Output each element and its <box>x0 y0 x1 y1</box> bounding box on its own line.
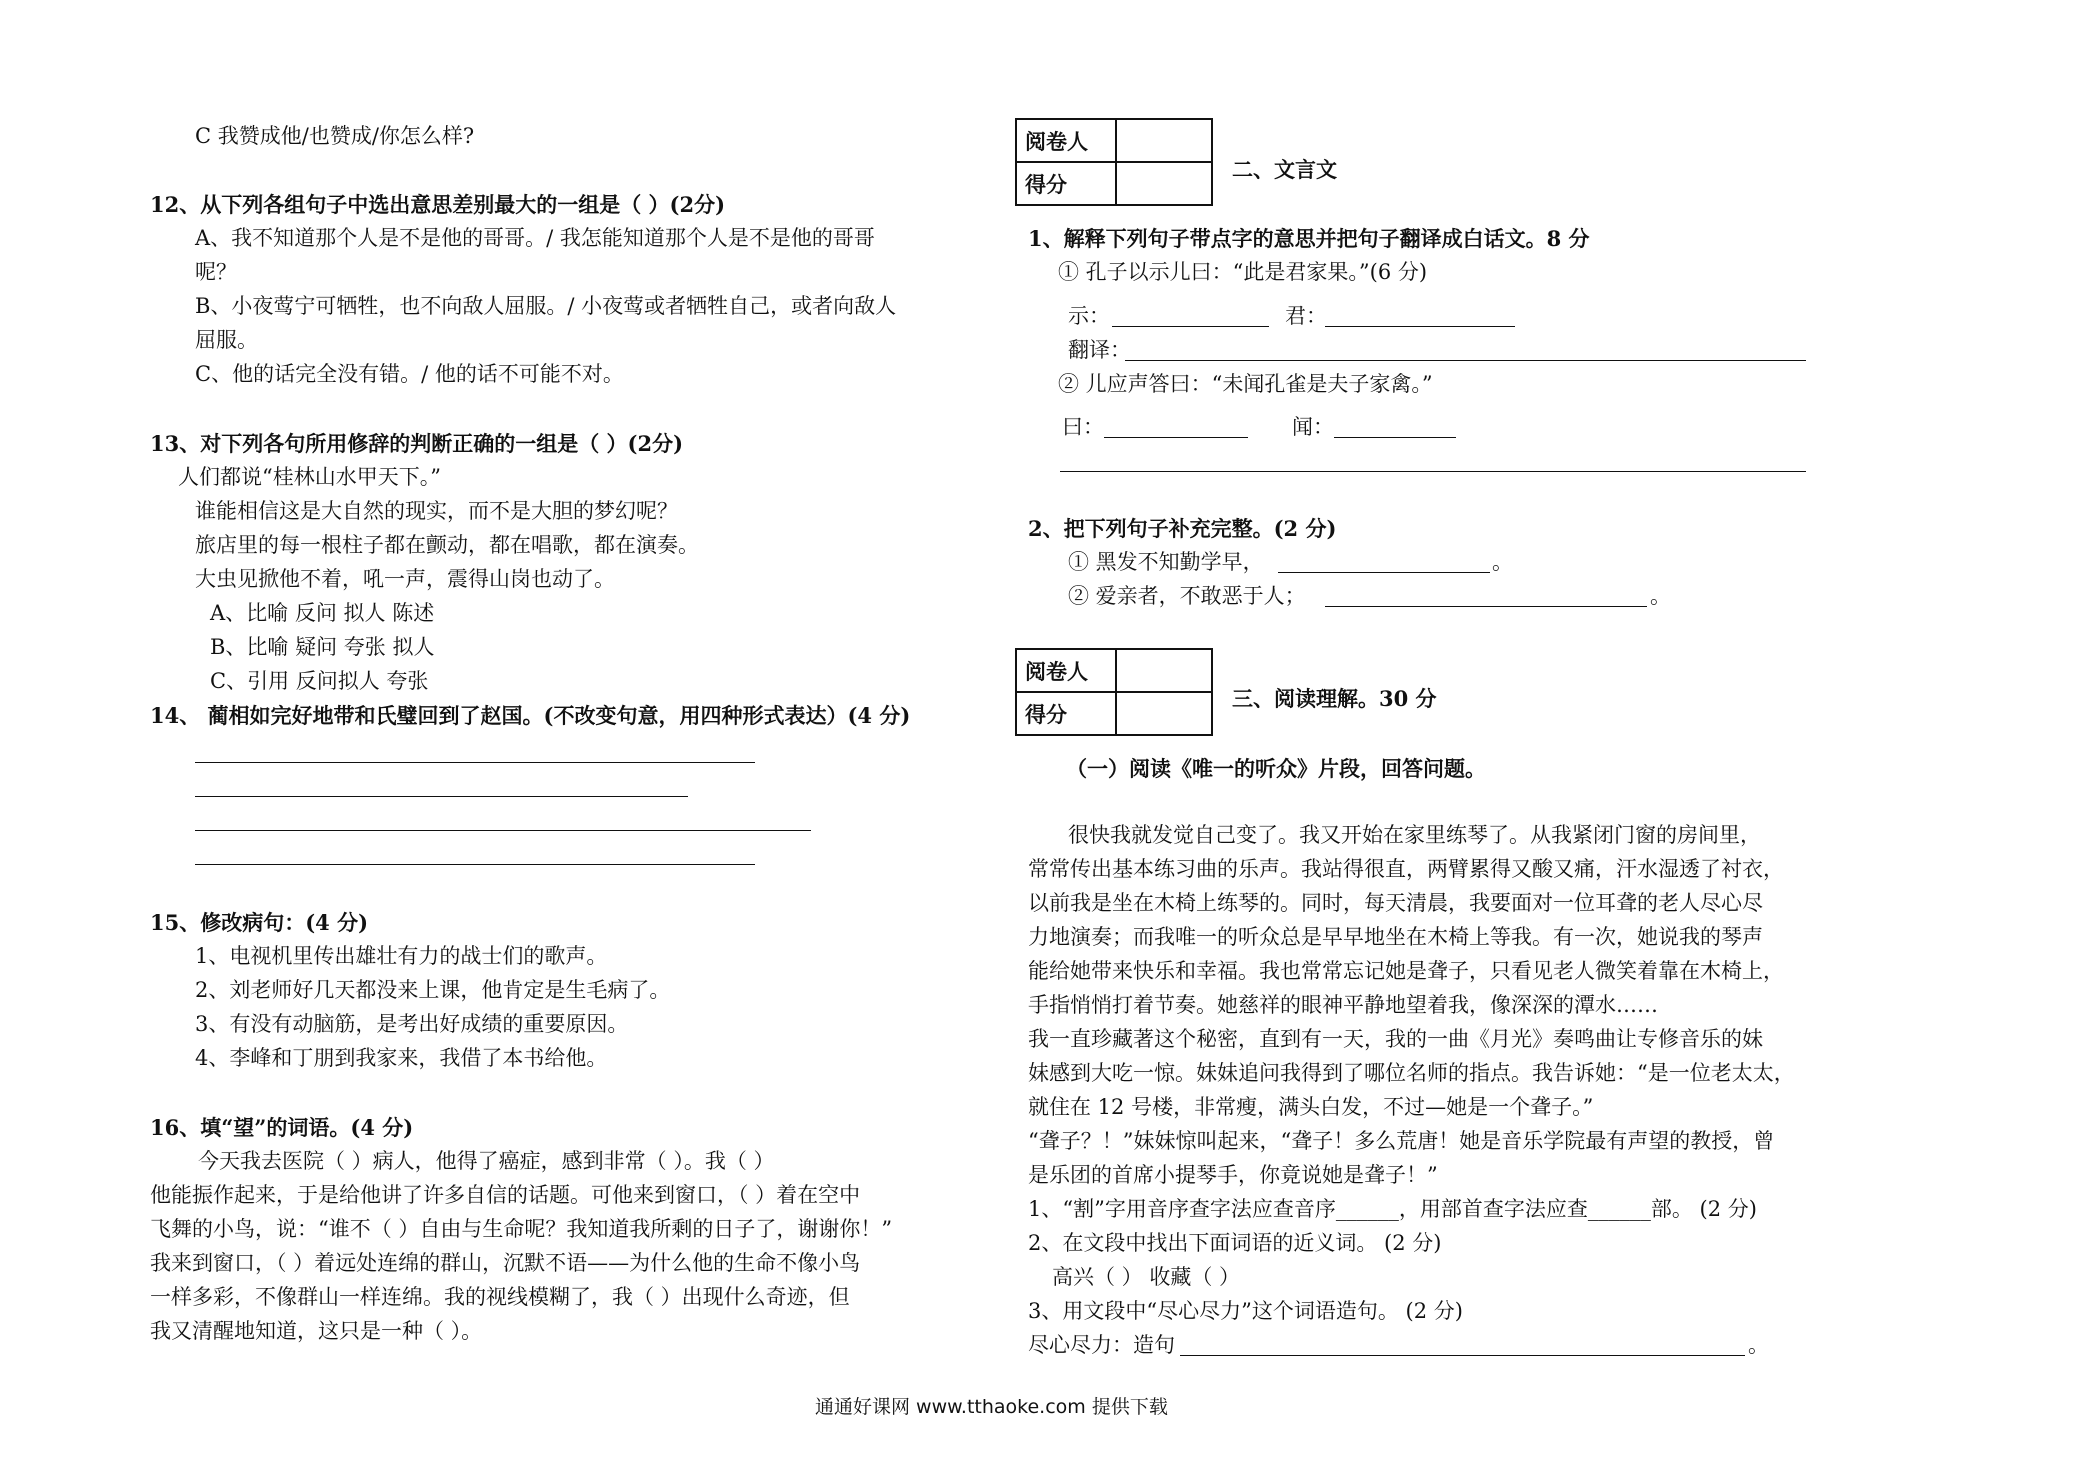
passage-line-1: 很快我就发觉自己变了。我又开始在家里练琴了。从我紧闭门窗的房间里， <box>1068 823 1761 847</box>
wen-label: 闻： <box>1292 415 1334 439</box>
q13-option-b: B、比喻 疑问 夸张 拟人 <box>210 635 435 659</box>
passage-line-2: 常常传出基本练习曲的乐声。我站得很直，两臂累得又酸又痛，汗水湿透了衬衣， <box>1028 857 1784 881</box>
score-label: 得分 <box>1016 162 1116 205</box>
q16-title: 16、填“望”的词语。(4 分) <box>150 1115 414 1140</box>
wen-answer-line[interactable] <box>1334 437 1456 438</box>
q15-sentence-4: 4、李峰和丁朋到我家来，我借了本书给他。 <box>195 1046 608 1070</box>
q14-title: 14、 蔺相如完好地带和氏璧回到了赵国。(不改变句意，用四种形式表达）(4 分) <box>150 703 911 728</box>
passage-line-9: 就住在 12 号楼，非常瘦，满头白发，不过—她是一个聋子。” <box>1028 1095 1594 1119</box>
passage-line-5: 能给她带来快乐和幸福。我也常常忘记她是聋子，只看见老人微笑着靠在木椅上， <box>1028 959 1784 983</box>
classical-q2-sentence-2: ② 爱亲者，不敢恶于人； <box>1068 584 1306 608</box>
passage-line-8: 妹感到大吃一惊。妹妹追问我得到了哪位名师的指点。我告诉她：“是一位老太太， <box>1028 1061 1795 1085</box>
shi-label: 示： <box>1068 304 1110 328</box>
q12-option-a: A、我不知道那个人是不是他的哥哥。/ 我怎能知道那个人是不是他的哥哥 <box>195 226 875 250</box>
reading-passage-title: （一）阅读《唯一的听众》片段，回答问题。 <box>1066 756 1486 781</box>
reading-q1: 1、“割”字用音序查字法应查音序______，用部首查字法应查______部。 (2 分) <box>1028 1197 1757 1221</box>
reviewer-cell[interactable] <box>1116 649 1212 692</box>
score-label: 得分 <box>1016 692 1116 735</box>
yue-answer-line[interactable] <box>1104 437 1248 438</box>
q14-answer-line-3[interactable] <box>195 830 811 831</box>
shi-answer-line[interactable] <box>1112 326 1269 327</box>
jun-label: 君： <box>1285 304 1327 328</box>
score-table-1 <box>1015 118 1213 206</box>
q16-line-3: 飞舞的小鸟，说：“谁不（ ）自由与生命呢？我知道我所剩的日子了，谢谢你！” <box>150 1217 893 1241</box>
q16-line-2: 他能振作起来，于是给他讲了许多自信的话题。可他来到窗口，（ ）着在空中 <box>150 1183 861 1207</box>
section-3-title: 三、阅读理解。30 分 <box>1232 686 1437 711</box>
score-table-2 <box>1015 648 1213 736</box>
reading-q2-words: 高兴（ ） 收藏（ ） <box>1052 1265 1241 1289</box>
q13-sentence-3: 旅店里的每一根柱子都在颤动，都在唱歌，都在演奏。 <box>195 533 699 557</box>
q2-end-1: 。 <box>1492 550 1513 574</box>
q13-sentence-2: 谁能相信这是大自然的现实，而不是大胆的梦幻呢？ <box>195 499 678 523</box>
classical-q1-sentence-2: ② 儿应声答曰：“未闻孔雀是夫子家禽。” <box>1058 372 1433 396</box>
reading-q3-prompt: 尽心尽力：造句 <box>1028 1333 1175 1357</box>
q2-end-2: 。 <box>1650 584 1671 608</box>
q12-option-b: B、小夜莺宁可牺牲，也不向敌人屈服。/ 小夜莺或者牺牲自己，或者向敌人 <box>195 294 897 318</box>
reading-q2: 2、在文段中找出下面词语的近义词。 (2 分) <box>1028 1231 1442 1255</box>
q15-sentence-2: 2、刘老师好几天都没来上课，他肯定是生毛病了。 <box>195 978 671 1002</box>
q13-option-c: C、引用 反问拟人 夸张 <box>210 669 429 693</box>
q12-title: 12、从下列各组句子中选出意思差别最大的一组是（ ）(2分) <box>150 192 726 217</box>
q13-title: 13、对下列各句所用修辞的判断正确的一组是（ ）(2分) <box>150 431 684 456</box>
q13-sentence-1: 人们都说“桂林山水甲天下。” <box>178 465 441 489</box>
q2-answer-line-2[interactable] <box>1325 606 1647 607</box>
q12-option-c: C、他的话完全没有错。/ 他的话不可能不对。 <box>195 362 624 386</box>
score-cell[interactable] <box>1116 692 1212 735</box>
translation-label: 翻译： <box>1068 338 1131 362</box>
q13-option-a: A、比喻 反问 拟人 陈述 <box>210 601 435 625</box>
q2-answer-line-1[interactable] <box>1278 572 1490 573</box>
classical-q1-title: 1、解释下列句子带点字的意思并把句子翻译成白话文。8 分 <box>1028 226 1590 251</box>
q12-option-b-cont: 屈服。 <box>195 328 258 352</box>
reviewer-label: 阅卷人 <box>1016 119 1116 162</box>
reviewer-label: 阅卷人 <box>1016 649 1116 692</box>
q16-line-6: 我又清醒地知道，这只是一种（ ）。 <box>150 1319 483 1343</box>
q14-answer-line-1[interactable] <box>195 762 755 763</box>
passage-line-3: 以前我是坐在木椅上练琴的。同时，每天清晨，我要面对一位耳聋的老人尽心尽 <box>1028 891 1763 915</box>
page-footer: 通通好课网 www.tthaoke.com 提供下载 <box>815 1396 1168 1418</box>
jun-answer-line[interactable] <box>1325 326 1515 327</box>
yue-label: 曰： <box>1062 415 1104 439</box>
translation-answer-line-2[interactable] <box>1060 471 1806 472</box>
reading-q3: 3、用文段中“尽心尽力”这个词语造句。 (2 分) <box>1028 1299 1463 1323</box>
q15-sentence-3: 3、有没有动脑筋，是考出好成绩的重要原因。 <box>195 1012 629 1036</box>
classical-q2-title: 2、把下列句子补充完整。(2 分) <box>1028 516 1337 541</box>
q16-line-1: 今天我去医院（ ）病人，他得了癌症，感到非常（ ）。我（ ） <box>198 1149 775 1173</box>
q11-option-c: C 我赞成他/也赞成/你怎么样? <box>195 124 475 148</box>
passage-line-7: 我一直珍藏著这个秘密，直到有一天，我的一曲《月光》奏鸣曲让专修音乐的妹 <box>1028 1027 1763 1051</box>
q12-option-a-cont: 呢？ <box>195 260 237 284</box>
section-2-title: 二、文言文 <box>1232 157 1337 182</box>
reviewer-cell[interactable] <box>1116 119 1212 162</box>
q13-sentence-4: 大虫见掀他不着，吼一声，震得山岗也动了。 <box>195 567 615 591</box>
passage-line-10: “聋子？！”妹妹惊叫起来，“聋子！多么荒唐！她是音乐学院最有声望的教授，曾 <box>1028 1129 1775 1153</box>
passage-line-6: 手指悄悄打着节奏。她慈祥的眼神平静地望着我，像深深的潭水…… <box>1028 993 1658 1017</box>
q15-sentence-1: 1、电视机里传出雄壮有力的战士们的歌声。 <box>195 944 608 968</box>
q14-answer-line-2[interactable] <box>195 796 688 797</box>
q16-line-5: 一样多彩，不像群山一样连绵。我的视线模糊了，我（ ）出现什么奇迹，但 <box>150 1285 850 1309</box>
score-cell[interactable] <box>1116 162 1212 205</box>
classical-q2-sentence-1: ① 黑发不知勤学早， <box>1068 550 1264 574</box>
q14-answer-line-4[interactable] <box>195 864 755 865</box>
q15-title: 15、修改病句：(4 分) <box>150 910 369 935</box>
classical-q1-sentence-1: ① 孔子以示儿曰：“此是君家果。”(6 分) <box>1058 260 1428 284</box>
reading-q3-end: 。 <box>1748 1333 1769 1357</box>
reading-q3-answer-line[interactable] <box>1180 1355 1745 1356</box>
q16-line-4: 我来到窗口，（ ）着远处连绵的群山，沉默不语——为什么他的生命不像小鸟 <box>150 1251 861 1275</box>
passage-line-11: 是乐团的首席小提琴手，你竟说她是聋子！” <box>1028 1163 1438 1187</box>
translation-answer-line-1[interactable] <box>1125 360 1806 361</box>
passage-line-4: 力地演奏；而我唯一的听众总是早早地坐在木椅上等我。有一次，她说我的琴声 <box>1028 925 1763 949</box>
